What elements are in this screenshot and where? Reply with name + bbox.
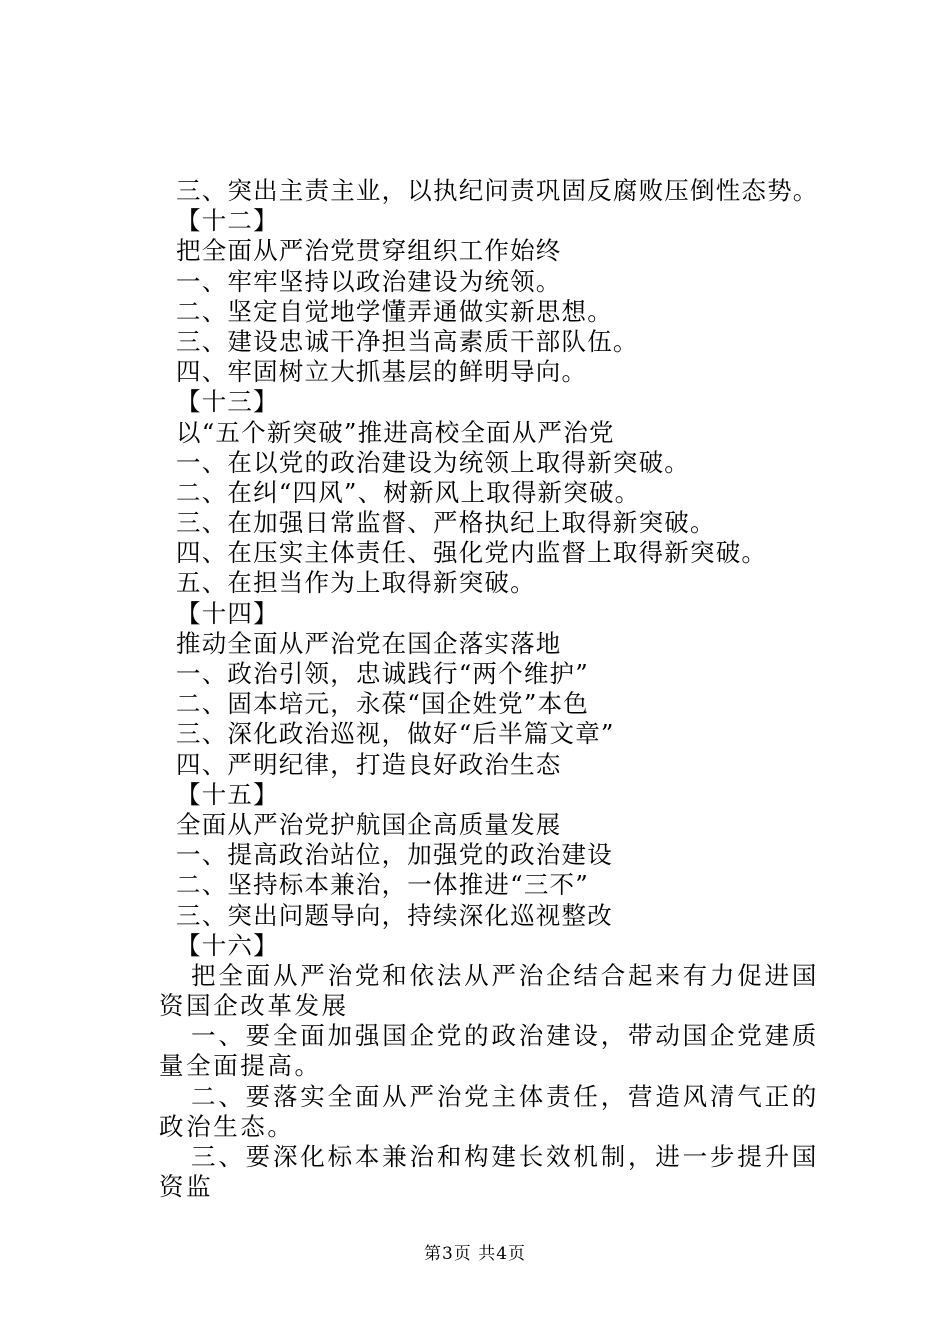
section-title: 推动全面从严治党在国企落实落地 — [176, 628, 562, 658]
section-line: 四、在压实主体责任、强化党内监督上取得新突破。 — [176, 538, 768, 568]
paragraph-block — [159, 961, 819, 1203]
section-line: 三、建设忠诚干净担当高素质干部队伍。 — [176, 326, 639, 356]
section-line: 一、在以党的政治建设为统领上取得新突破。 — [176, 447, 690, 477]
page-number-footer: 第3页 共4页 — [423, 1244, 527, 1264]
section-line: 四、牢固树立大抓基层的鲜明导向。 — [176, 357, 588, 387]
document-body — [159, 176, 836, 1203]
section-line: 三、突出问题导向，持续深化巡视整改 — [176, 900, 613, 930]
section-line: 三、在加强日常监督、严格执纪上取得新突破。 — [176, 508, 716, 538]
paragraph: 二、要落实全面从严治党主体责任，营造风清气正的政治生态。 — [159, 1081, 819, 1141]
section-line: 一、提高政治站位，加强党的政治建设 — [176, 840, 613, 870]
section-line: 二、固本培元，永葆“国企姓党”本色 — [176, 689, 589, 719]
section-line: 一、牢牢坚持以政治建设为统领。 — [176, 266, 562, 296]
paragraph: 一、要全面加强国企党的政治建设，带动国企党建质量全面提高。 — [159, 1021, 819, 1081]
section-line: 一、政治引领，忠诚践行“两个维护” — [176, 659, 589, 688]
section-line: 三、深化政治巡视，做好“后半篇文章” — [176, 719, 615, 749]
section-title: 把全面从严治党贯穿组织工作始终 — [176, 236, 562, 266]
section-line: 二、坚定自觉地学懂弄通做实新思想。 — [176, 296, 613, 326]
section-heading: 【十五】 — [176, 779, 279, 809]
section-heading: 【十四】 — [176, 598, 279, 628]
section-title: 以“五个新突破”推进高校全面从严治党 — [176, 417, 615, 447]
section-heading: 【十六】 — [176, 930, 279, 960]
section-line: 二、在纠“四风”、树新风上取得新突破。 — [176, 477, 641, 507]
paragraph: 三、要深化标本兼治和构建长效机制，进一步提升国资监 — [159, 1142, 819, 1202]
section-line: 四、严明纪律，打造良好政治生态 — [176, 749, 562, 779]
section-line: 五、在担当作为上取得新突破。 — [176, 568, 536, 598]
section-heading: 【十二】 — [176, 206, 279, 236]
section-title: 全面从严治党护航国企高质量发展 — [176, 809, 562, 839]
section-heading: 【十三】 — [176, 387, 279, 417]
section-line: 二、坚持标本兼治，一体推进“三不” — [176, 870, 589, 900]
paragraph: 把全面从严治党和依法从严治企结合起来有力促进国资国企改革发展 — [159, 960, 819, 1021]
section-line: 三、突出主责主业，以执纪问责巩固反腐败压倒性态势。 — [176, 176, 819, 205]
